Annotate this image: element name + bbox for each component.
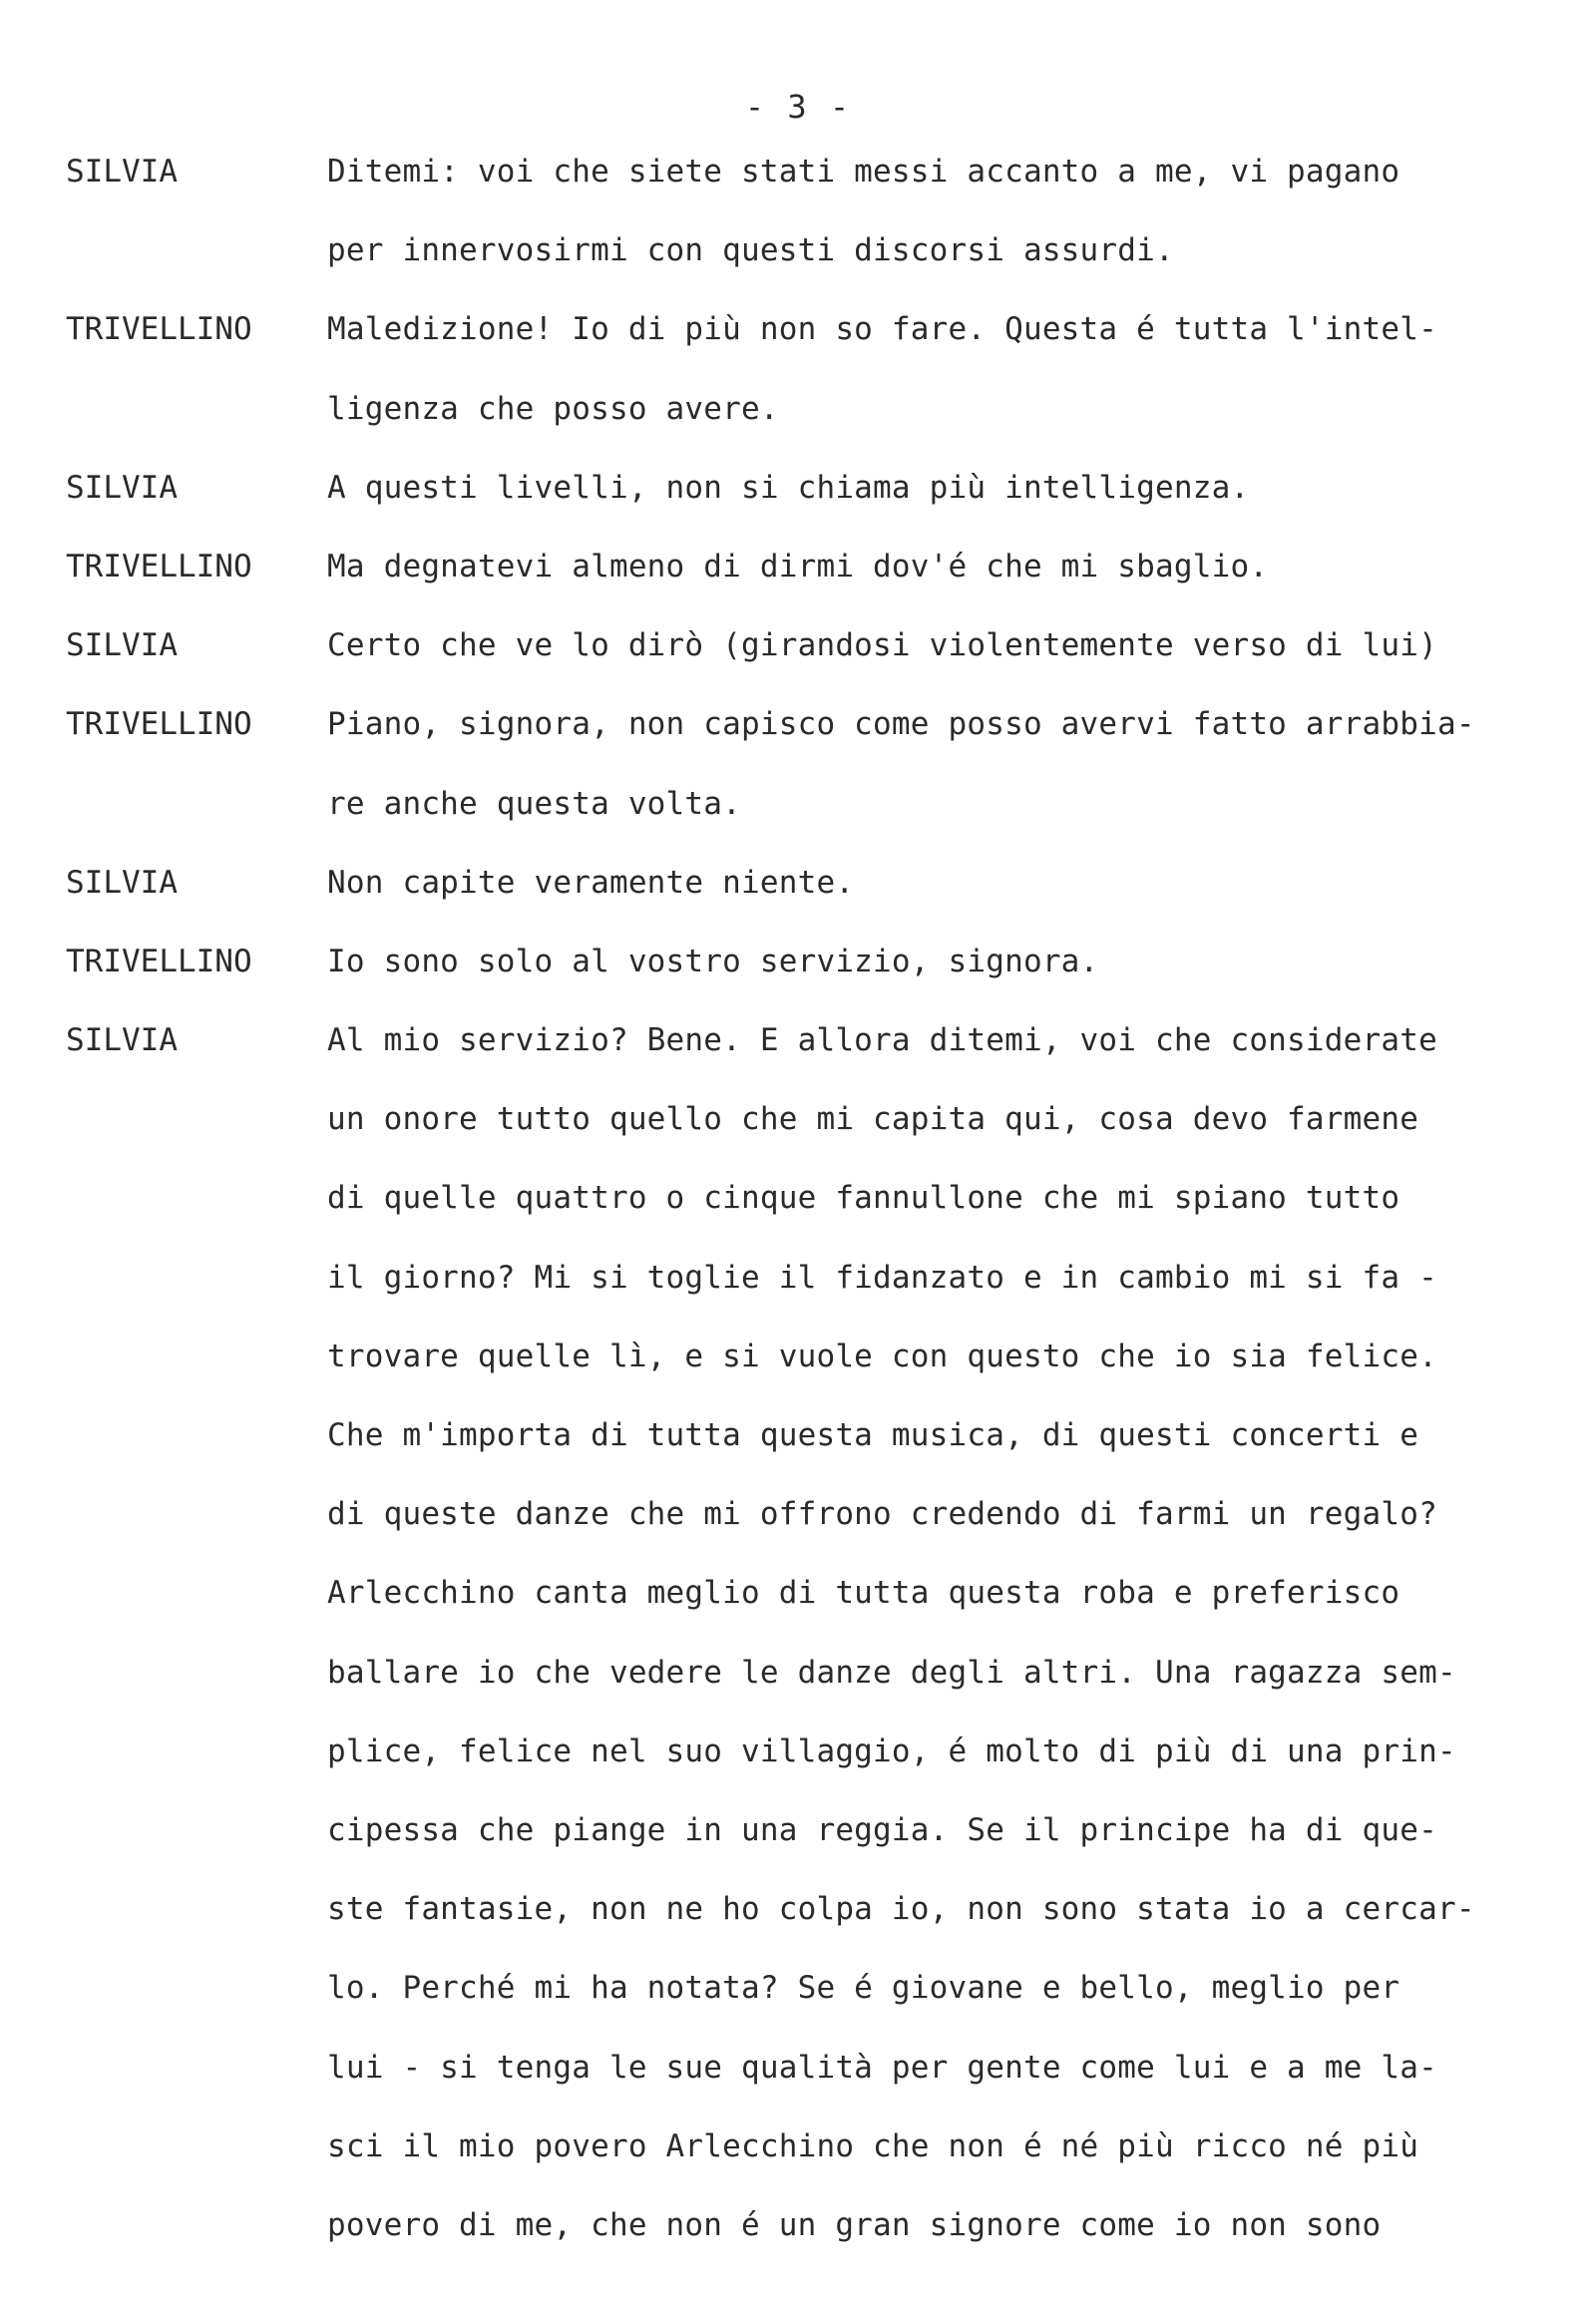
speaker-name: TRIVELLINO [66,548,252,584]
dialogue-text: di quelle quattro o cinque fannullone che mi spiano tutto [327,1180,1400,1217]
dialogue-text: ste fantasie, non ne ho colpa io, non sono stata io a cercar- [327,1891,1475,1928]
script-line [0,1016,1596,1095]
script-line [0,1333,1596,1411]
dialogue-text: Maledizione! Io di più non so fare. Questa é tutta l'intel- [327,311,1437,348]
dialogue-text: Certo che ve lo dirò (girandosi violentemente verso di lui) [327,627,1437,664]
script-line [0,148,1596,226]
script-line [0,700,1596,779]
dialogue-text: lo. Perché mi ha notata? Se é giovane e bello, meglio per [327,1970,1400,2007]
script-line [0,226,1596,305]
page-number: - 3 - [744,88,852,126]
dialogue-text: Al mio servizio? Bene. E allora ditemi, voi che considerate [327,1022,1437,1059]
script-line [0,1885,1596,1964]
script-line [0,464,1596,543]
speaker-name: TRIVELLINO [66,706,252,743]
script-line [0,1254,1596,1333]
script-line [0,2201,1596,2280]
script-line [0,2044,1596,2122]
script-line [0,1649,1596,1727]
speaker-name: TRIVELLINO [66,311,252,348]
script-line [0,385,1596,464]
script-line [0,1569,1596,1648]
dialogue-text: sci il mio povero Arlecchino che non é né più ricco né più [327,2127,1419,2164]
speaker-name: TRIVELLINO [66,943,252,979]
script-line [0,780,1596,859]
dialogue-text: ligenza che posso avere. [327,390,779,427]
script-line [0,938,1596,1016]
script-line [0,1490,1596,1569]
dialogue-text: di queste danze che mi offrono credendo di farmi un regalo? [327,1496,1437,1533]
dialogue-text: Arlecchino canta meglio di tutta questa roba e preferisco [327,1575,1400,1612]
speaker-name: SILVIA [66,469,178,506]
dialogue-text: Ma degnatevi almeno di dirmi dov'é che mi sbaglio. [327,548,1269,584]
dialogue-text: ballare io che vedere le danze degli altri. Una ragazza sem- [327,1654,1456,1691]
script-line [0,1806,1596,1885]
dialogue-text: cipessa che piange in una reggia. Se il principe ha di que- [327,1811,1437,1848]
dialogue-text: Che m'importa di tutta questa musica, di questi concerti e [327,1417,1419,1453]
dialogue-text: lui - si tenga le sue qualità per gente come lui e a me la- [327,2049,1437,2086]
script-line [0,1727,1596,1806]
script-line [0,305,1596,384]
script-line [0,1964,1596,2043]
dialogue-text: plice, felice nel suo villaggio, é molto di più di una prin- [327,1732,1456,1769]
dialogue-text: povero di me, che non é un gran signore come io non sono [327,2206,1382,2243]
dialogue-text: trovare quelle lì, e si vuole con questo che io sia felice. [327,1338,1437,1374]
script-line [0,1095,1596,1174]
script-line [0,1411,1596,1490]
dialogue-text: Io sono solo al vostro servizio, signora. [327,943,1099,979]
speaker-name: SILVIA [66,627,178,664]
dialogue-text: un onore tutto quello che mi capita qui, cosa devo farmene [327,1101,1419,1138]
script-line [0,543,1596,621]
dialogue-text: Ditemi: voi che siete stati messi accanto a me, vi pagano [327,154,1400,190]
script-line [0,859,1596,938]
dialogue-text: Non capite veramente niente. [327,864,855,901]
dialogue-text: il giorno? Mi si toglie il fidanzato e in cambio mi si fa - [327,1259,1437,1296]
speaker-name: SILVIA [66,864,178,901]
script-line [0,2122,1596,2201]
dialogue-text: re anche questa volta. [327,785,741,822]
speaker-name: SILVIA [66,1022,178,1059]
script-line [0,621,1596,700]
dialogue-text: Piano, signora, non capisco come posso avervi fatto arrabbia- [327,706,1475,743]
dialogue-text: per innervosirmi con questi discorsi assurdi. [327,232,1174,269]
script-body [0,148,1596,2280]
script-line [0,1174,1596,1253]
dialogue-text: A questi livelli, non si chiama più intelligenza. [327,469,1250,506]
speaker-name: SILVIA [66,154,178,190]
